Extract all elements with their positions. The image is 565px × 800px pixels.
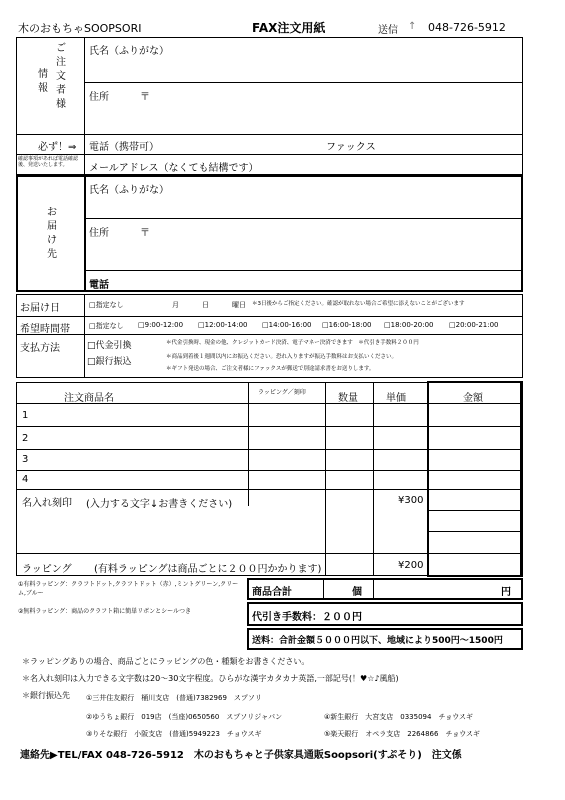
engrave-hint: (入力する文字↓お書きください) bbox=[86, 499, 233, 510]
wrap-price: ¥200 bbox=[398, 560, 424, 571]
delivery-postal-mark: 〒 bbox=[140, 228, 150, 239]
count-unit: 個 bbox=[352, 587, 362, 598]
delivery-name-field[interactable]: 氏名（ふりがな） bbox=[89, 185, 169, 196]
confirm-note: 確認事項があれば電話確認後、発送いたします。 bbox=[18, 156, 79, 168]
bank-2: ②ゆうちょ銀行 019店 (当座)0650560 スプソリジャパン bbox=[86, 713, 283, 721]
orderer-postal-mark: 〒 bbox=[140, 92, 150, 103]
orderer-side-label-2: 情報 bbox=[38, 69, 48, 94]
engrave-price: ¥300 bbox=[398, 495, 424, 506]
note-wrap: ＊ラッピングありの場合、商品ごとにラッピングの色・種類をお書きください。 bbox=[22, 657, 310, 666]
shop-name: 木のおもちゃSOOPSORI bbox=[18, 22, 142, 35]
weekday-label: 曜日 bbox=[232, 301, 246, 309]
shipping-note: 送料：合計金額５０００円以下、地域により500円〜1500円 bbox=[252, 636, 503, 646]
free-wrap-note: ②無料ラッピング：商品のクラフト箱に簡単リボンとシールつき bbox=[18, 608, 192, 615]
orderer-address-field[interactable]: 住所 bbox=[89, 92, 109, 103]
amount-column bbox=[427, 381, 523, 577]
orderer-fax-field[interactable]: ファックス bbox=[326, 142, 376, 153]
bank-4: ④新生銀行 大宮支店 0335094 チョウスギ bbox=[324, 713, 474, 721]
orderer-email-field[interactable]: メールアドレス（なくても結構です） bbox=[89, 163, 259, 174]
orderer-side-label: ご注文者様 bbox=[56, 43, 66, 110]
date-none-checkbox[interactable]: □指定なし bbox=[89, 301, 124, 309]
item-row-1[interactable]: 1 bbox=[22, 410, 29, 421]
bank-3: ③りそな銀行 小阪支店 (普通)5949223 チョウスギ bbox=[86, 730, 262, 738]
form-title: FAX注文用紙 bbox=[252, 21, 326, 35]
subtotal-label: 商品合計 bbox=[252, 587, 292, 598]
cod-checkbox[interactable]: □代金引換 bbox=[87, 341, 132, 351]
yen-unit: 円 bbox=[501, 587, 511, 598]
required-label: 必ず！⇒ bbox=[38, 142, 77, 153]
col-header-wrap: ラッピング／刻印 bbox=[258, 389, 306, 396]
time-option-3[interactable]: □14:00-16:00 bbox=[262, 321, 312, 329]
time-option-2[interactable]: □12:00-14:00 bbox=[198, 321, 248, 329]
engrave-label: 名入れ刻印 bbox=[22, 498, 72, 509]
orderer-phone-field[interactable]: 電話（携帯可） bbox=[89, 142, 159, 153]
time-option-5[interactable]: □18:00-20:00 bbox=[384, 321, 434, 329]
item-row-4[interactable]: 4 bbox=[22, 474, 29, 485]
bank-checkbox[interactable]: □銀行振込 bbox=[87, 357, 132, 367]
wrap-label: ラッピング bbox=[22, 564, 72, 575]
up-arrow-icon: ↑ bbox=[408, 21, 417, 32]
col-header-price: 単価 bbox=[386, 393, 406, 404]
time-option-1[interactable]: □9:00-12:00 bbox=[138, 321, 184, 329]
payment-note-1: ＊代金引換時、現金の他、クレジットカード決済、電子マネー決済できます ＊代引き手数料２００円 bbox=[166, 340, 419, 346]
orderer-name-field[interactable]: 氏名（ふりがな） bbox=[89, 46, 169, 57]
wrap-hint: (有料ラッピングは商品ごとに２００円かかります) bbox=[94, 564, 322, 575]
time-option-none[interactable]: □指定なし bbox=[89, 322, 124, 330]
day-label: 日 bbox=[202, 301, 209, 309]
time-option-6[interactable]: □20:00-21:00 bbox=[449, 321, 499, 329]
note-engrave: ＊名入れ刻印は入力できる文字数は20〜30文字程度。ひらがな漢字カタカナ英語,一部記号(！♥☆♪風船) bbox=[22, 674, 399, 683]
fax-number: 048-726-5912 bbox=[428, 21, 506, 34]
bank-5: ⑤楽天銀行 オペラ支店 2264866 チョウスギ bbox=[324, 730, 481, 738]
payment-note-2: ＊商品到着後１週間以内にお振込ください。恐れ入りますが振込手数料はお支払いください。 bbox=[166, 354, 398, 360]
time-option-4[interactable]: □16:00-18:00 bbox=[322, 321, 372, 329]
col-header-name: 注文商品名 bbox=[64, 393, 114, 404]
col-header-qty: 数量 bbox=[338, 393, 358, 404]
footer-contact: 連絡先▶TEL/FAX 048-726-5912 木のおもちゃと子供家具通販Soopsori(すぷそり) 注文係 bbox=[20, 750, 462, 761]
item-row-2[interactable]: 2 bbox=[22, 433, 29, 444]
item-row-3[interactable]: 3 bbox=[22, 454, 29, 465]
paid-wrap-note: ①有料ラッピング：クラフトドット,クラフトドット（赤）,ミントグリーン,クリーム,ブルー bbox=[18, 581, 239, 597]
cod-fee: 代引き手数料：２００円 bbox=[252, 612, 362, 623]
col-header-amount: 金額 bbox=[463, 393, 483, 404]
payment-note-3: ＊ギフト発送の場合、ご注文者様にファックスが郵送で別途請求書をお送りします。 bbox=[166, 366, 375, 372]
date-label: お届け日 bbox=[20, 303, 60, 314]
bank-label: ＊銀行振込先 bbox=[22, 691, 70, 700]
delivery-address-field[interactable]: 住所 bbox=[89, 228, 109, 239]
payment-label: 支払方法 bbox=[20, 343, 60, 354]
bank-1: ①三井住友銀行 桶川支店 (普通)7382969 スプソリ bbox=[86, 694, 262, 702]
month-label: 月 bbox=[172, 301, 179, 309]
delivery-phone-field[interactable]: 電話 bbox=[89, 280, 109, 291]
send-label: 送信 bbox=[378, 25, 398, 36]
delivery-side-label: お届け先 bbox=[47, 207, 57, 260]
date-note: ＊3日後からご指定ください。確認が取れない場合ご希望に添えないことがございます bbox=[252, 301, 465, 307]
time-label: 希望時間帯 bbox=[20, 324, 70, 335]
